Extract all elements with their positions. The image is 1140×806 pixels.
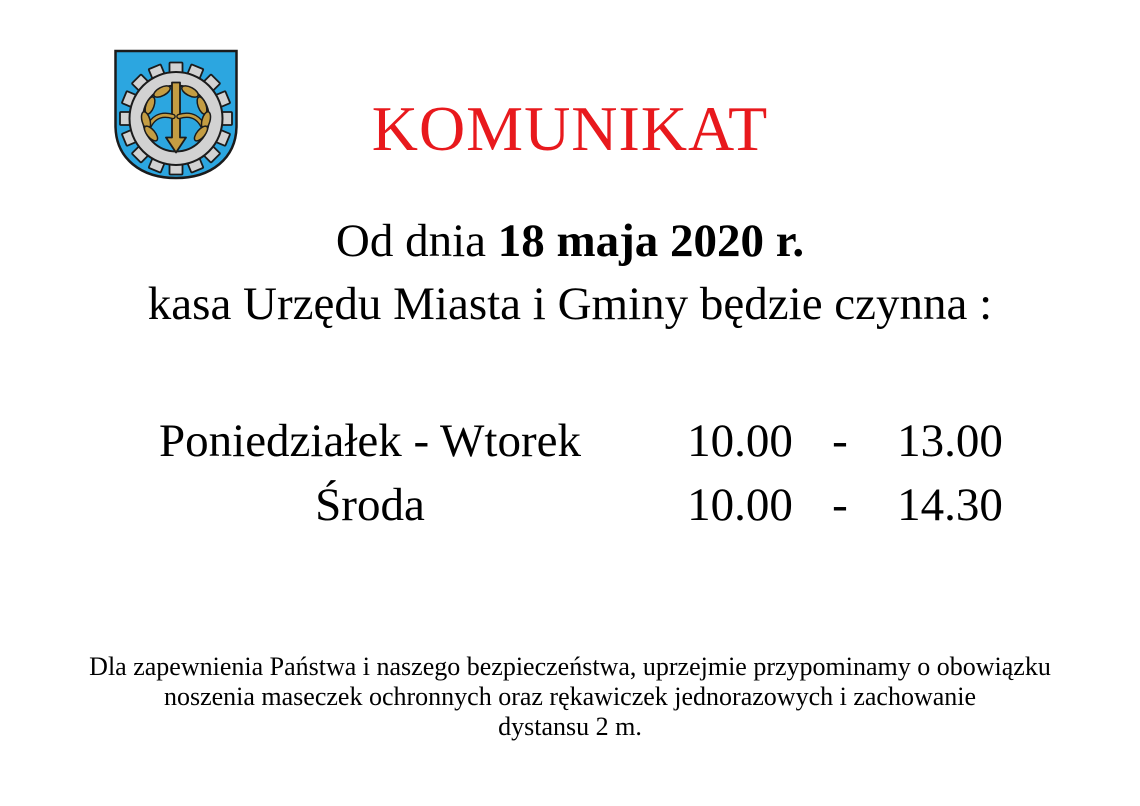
page-title: KOMUNIKAT	[371, 93, 769, 164]
intro-line-1-prefix: Od dnia	[335, 215, 498, 267]
intro-line-1	[0, 210, 1140, 273]
schedule-open-time: 10.00	[687, 415, 793, 467]
safety-note-line-2: noszenia maseczek ochronnych oraz rękawiczek jednorazowych i zachowanie	[163, 682, 977, 711]
intro-line-1-date: 18 maja 2020 r.	[497, 215, 805, 267]
schedule-close-time: 13.00	[897, 415, 1003, 467]
safety-note	[0, 652, 1140, 742]
schedule-row-monday-tuesday	[0, 414, 1140, 476]
safety-note-line-3: dystansu 2 m.	[498, 712, 642, 741]
intro-text	[0, 210, 1140, 336]
schedule-days: Środa	[315, 479, 425, 531]
schedule-row-wednesday	[0, 478, 1140, 540]
schedule-dash: -	[832, 479, 848, 531]
schedule-open-time: 10.00	[687, 479, 793, 531]
schedule-days: Poniedziałek - Wtorek	[159, 415, 581, 467]
schedule-close-time: 14.30	[897, 479, 1003, 531]
intro-line-2: kasa Urzędu Miasta i Gminy będzie czynna :	[147, 278, 993, 330]
schedule-dash: -	[832, 415, 848, 467]
safety-note-line-1: Dla zapewnienia Państwa i naszego bezpieczeństwa, uprzejmie przypominamy o obowiązku	[89, 652, 1051, 681]
